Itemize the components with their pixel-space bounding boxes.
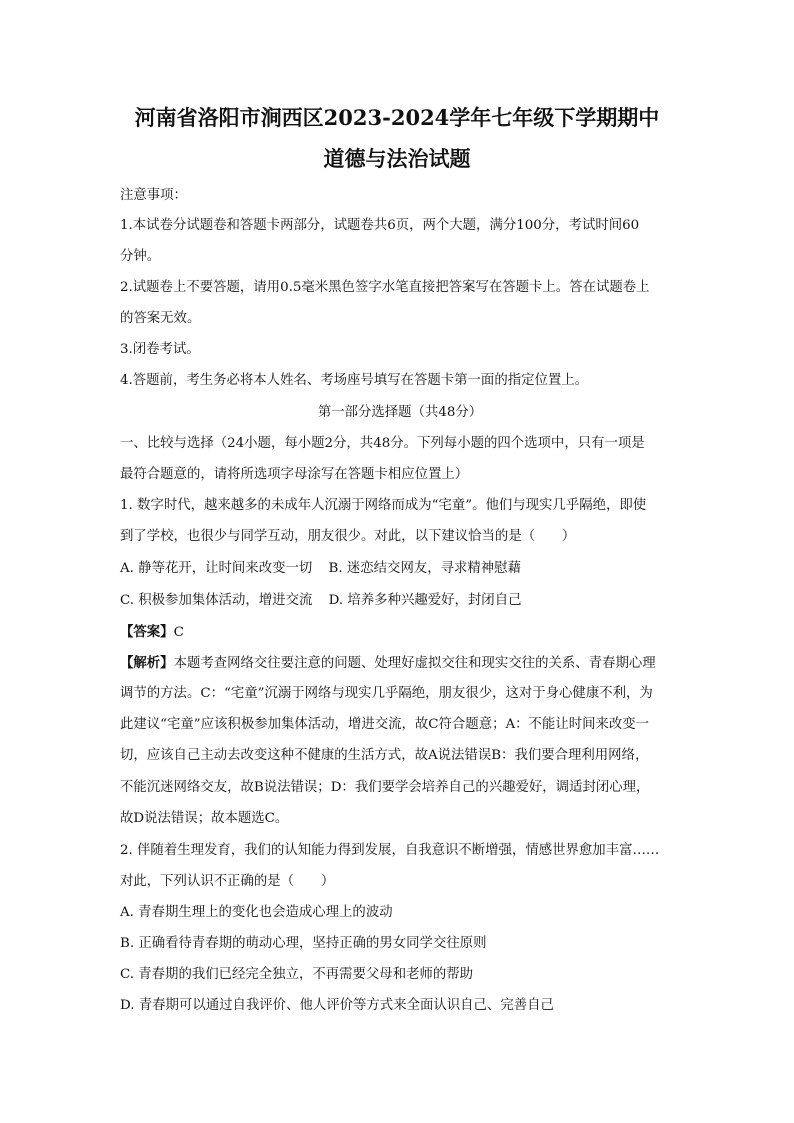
- q1-analysis-line-6: 故D说法错误；故本题选C。: [120, 811, 289, 826]
- section-title: 第一部分选择题（共48分）: [317, 405, 483, 420]
- analysis-label: 【解析】: [120, 655, 174, 671]
- note-3: 3.闭卷考试。: [120, 342, 200, 357]
- q2-option-c: C. 青春期的我们已经完全独立，不再需要父母和老师的帮助: [120, 967, 474, 982]
- q2-option-b: B. 正确看待青春期的萌动心理，坚持正确的男女同学交往原则: [120, 936, 487, 951]
- exam-title: 河南省洛阳市涧西区2023-2024学年七年级下学期期中: [134, 105, 660, 130]
- analysis-text-1: 本题考查网络交往要注意的问题、处理好虚拟交往和现实交往的关系、青春期心理: [173, 656, 656, 671]
- q1-analysis-line-1: [120, 653, 680, 674]
- answer-label: 【答案】: [120, 624, 174, 640]
- q1-stem-line-1: 1. 数字时代，越来越多的未成年人沉溺于网络而成为“宅童”。他们与现实几乎隔绝，即使: [120, 498, 647, 513]
- q1-option-d: D. 培养多种兴趣爱好，封闭自己: [328, 593, 522, 608]
- note-4: 4.答题前，考生务必将本人姓名、考场座号填写在答题卡第一面的指定位置上。: [120, 373, 589, 388]
- q2-option-a: A. 青春期生理上的变化也会造成心理上的波动: [120, 905, 393, 920]
- note-2-line-2: 的答案无效。: [120, 311, 201, 326]
- section-intro-line-2: 最符合题意的，请将所选项字母涂写在答题卡相应位置上）: [120, 467, 469, 482]
- exam-subtitle: 道德与法治试题: [323, 146, 471, 171]
- q1-options-row-1: [120, 559, 680, 579]
- answer-value: C: [173, 625, 184, 640]
- q1-options-row-2: [120, 591, 680, 611]
- q1-option-a: A. 静等花开，让时间来改变一切: [120, 561, 313, 576]
- q1-option-b: B. 迷恋结交网友，寻求精神慰藉: [328, 561, 521, 576]
- q2-stem-line-2: 对此，下列认识不正确的是（ ）: [120, 874, 335, 889]
- note-2-line-1: 2.试题卷上不要答题，请用0.5毫米黑色签字水笔直接把答案写在答题卡上。答在试题卷上: [120, 280, 650, 295]
- q1-analysis-line-2: 调节的方法。C：“宅童”沉溺于网络与现实几乎隔绝，朋友很少，这对于身心健康不利，为: [120, 686, 653, 701]
- q1-analysis-line-3: 此建议“宅童”应该积极参加集体活动，增进交流，故C符合题意；A：不能让时间来改变一: [120, 717, 650, 732]
- q1-option-c: C. 积极参加集体活动，增进交流: [120, 593, 313, 608]
- q1-answer: [120, 622, 680, 643]
- section-intro-line-1: 一、比较与选择（24小题，每小题2分，共48分。下列每小题的四个选项中，只有一项是: [120, 436, 645, 451]
- notes-heading: 注意事项：: [120, 188, 187, 203]
- q1-analysis-line-5: 不能沉迷网络交友，故B说法错误；D：我们要学会培养自己的兴趣爱好，调适封闭心理，: [120, 780, 650, 795]
- q2-stem-line-1: 2. 伴随着生理发育，我们的认知能力得到发展，自我意识不断增强，情感世界愈加丰富……: [120, 843, 660, 858]
- q1-stem-line-2: 到了学校，也很少与同学互动，朋友很少。对此，以下建议恰当的是（ ）: [120, 529, 576, 544]
- q2-option-d: D. 青春期可以通过自我评价、他人评价等方式来全面认识自己、完善自己: [120, 998, 554, 1013]
- note-1-line-1: 1.本试卷分试题卷和答题卡两部分，试题卷共6页，两个大题，满分100分，考试时间60: [120, 218, 640, 233]
- note-1-line-2: 分钟。: [120, 249, 161, 264]
- q1-analysis-line-4: 切，应该自己主动去改变这种不健康的生活方式，故A说法错误B：我们要合理利用网络，: [120, 748, 649, 763]
